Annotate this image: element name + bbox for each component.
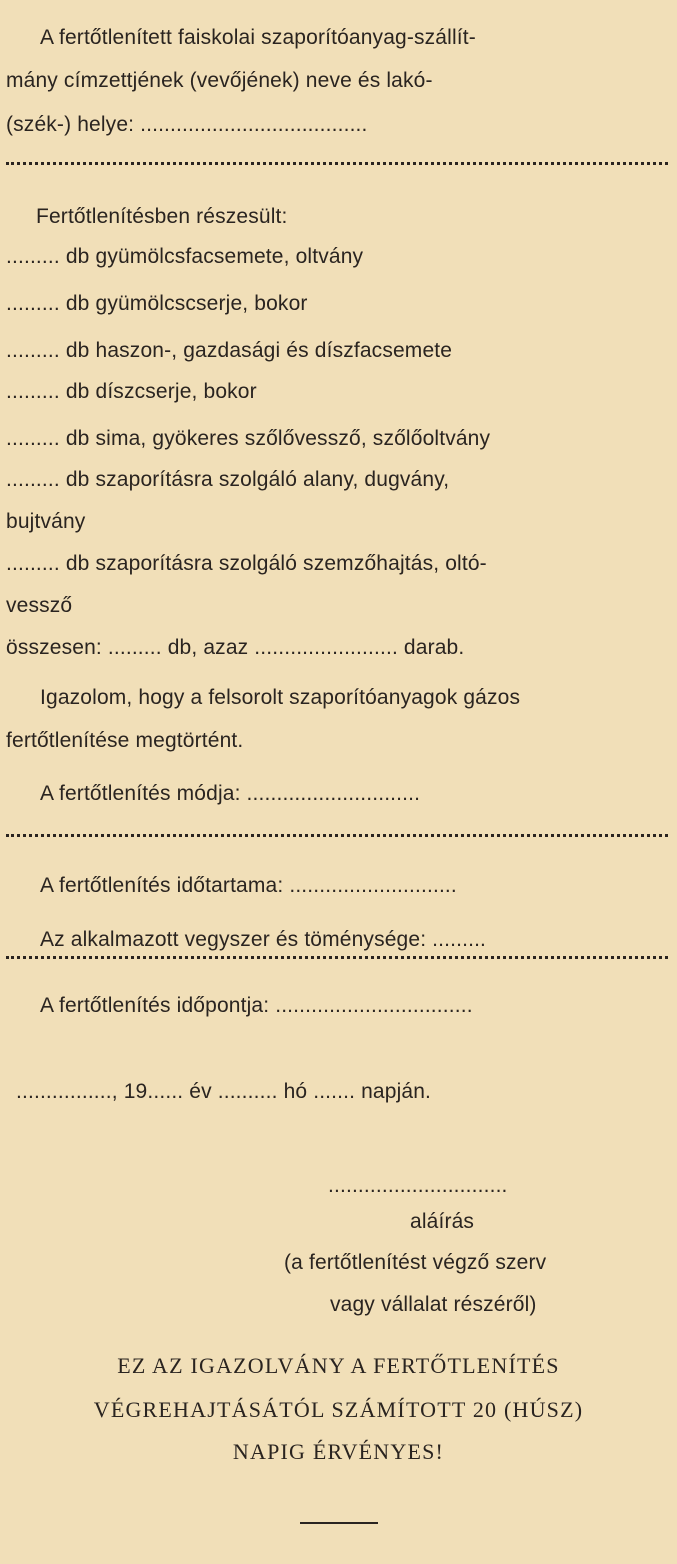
item-rootstock-cont: bujtvány: [6, 510, 86, 533]
recipient-line-2: mány címzettjének (vevőjének) neve és lakó-: [6, 69, 433, 92]
item-utility-saplings: ......... db haszon-, gazdasági és díszfacsemete: [6, 339, 453, 362]
signature-note-2: vagy vállalat részéről): [330, 1293, 537, 1316]
dotted-fill-line[interactable]: [6, 834, 668, 837]
dotted-fill-line[interactable]: [6, 956, 668, 959]
closing-rule: [300, 1522, 378, 1524]
signature-label: aláírás: [410, 1210, 475, 1233]
disinfected-heading: Fertőtlenítésben részesült:: [36, 205, 288, 228]
method-field: A fertőtlenítés módja: .............................: [40, 782, 421, 805]
signature-note-1: (a fertőtlenítést végző szerv: [284, 1251, 547, 1274]
item-ornamental-shrubs: ......... db díszcserje, bokor: [6, 380, 257, 403]
chemical-field: Az alkalmazott vegyszer és töménysége: .........: [40, 928, 487, 951]
dotted-fill-line[interactable]: [6, 162, 668, 165]
validity-line-1: EZ AZ IGAZOLVÁNY A FERTŐTLENÍTÉS: [117, 1353, 560, 1378]
date-line: ................, 19...... év .......... hó ....... napján.: [16, 1080, 432, 1103]
signature-dots: ..............................: [328, 1174, 508, 1197]
item-budwood-cont: vessző: [6, 594, 73, 617]
duration-field: A fertőtlenítés időtartama: ............................: [40, 874, 457, 897]
item-rootstock: ......... db szaporításra szolgáló alany, dugvány,: [6, 468, 450, 491]
item-fruit-saplings: ......... db gyümölcsfacsemete, oltvány: [6, 245, 364, 268]
recipient-line-1: A fertőtlenített faiskolai szaporítóanyag-szállít-: [40, 26, 476, 49]
certification-line-2: fertőtlenítése megtörtént.: [6, 729, 244, 752]
validity-line-2: VÉGREHAJTÁSÁTÓL SZÁMÍTOTT 20 (HÚSZ): [93, 1397, 584, 1422]
date-field: A fertőtlenítés időpontja: .................................: [40, 994, 473, 1017]
certification-line-1: Igazolom, hogy a felsorolt szaporítóanyagok gázos: [40, 686, 521, 709]
item-fruit-shrubs: ......... db gyümölcscserje, bokor: [6, 292, 308, 315]
validity-line-3: NAPIG ÉRVÉNYES!: [232, 1439, 445, 1464]
recipient-line-3: (szék-) helye: ......................................: [6, 113, 368, 136]
total-line: összesen: ......... db, azaz ........................ darab.: [6, 636, 465, 659]
item-budwood: ......... db szaporításra szolgáló szemzőhajtás, oltó-: [6, 552, 487, 575]
item-vine-cuttings: ......... db sima, gyökeres szőlővessző, szőlőoltvány: [6, 427, 491, 450]
